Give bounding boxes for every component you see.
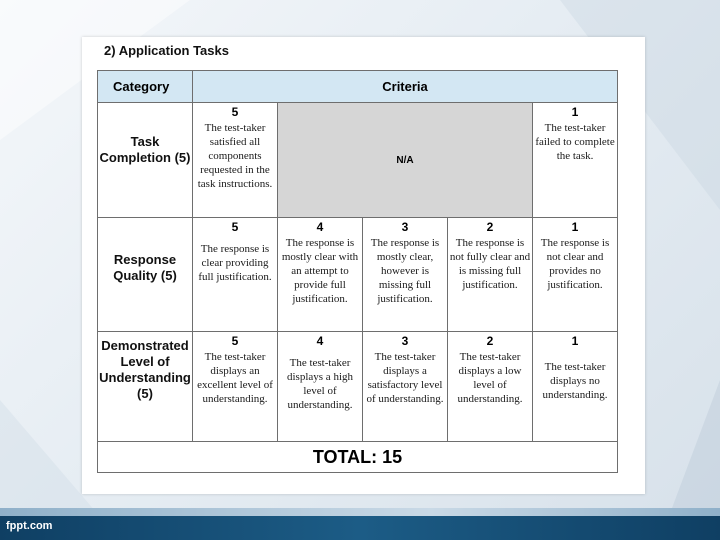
footer-brand: fppt.com (6, 520, 53, 532)
score-label: 1 (571, 105, 579, 119)
score-label: 2 (486, 220, 494, 234)
score-label: 1 (571, 334, 579, 348)
category-task-completion: Task Completion (5) (98, 103, 193, 218)
rubric-table (97, 70, 618, 473)
criteria-cell (363, 218, 448, 332)
rubric-document (82, 37, 645, 494)
rubric-row-task-completion (98, 103, 618, 218)
criteria-description: The test-taker satisfied all components requested in the task instructions. (197, 122, 273, 190)
criteria-cell (533, 103, 618, 218)
criteria-description: The response is mostly clear with an attempt to provide full justification. (281, 237, 359, 305)
rubric-row-understanding (98, 332, 618, 442)
score-label: 4 (316, 220, 324, 234)
total-score: TOTAL: 15 (98, 442, 618, 473)
header-criteria: Criteria (193, 71, 618, 103)
criteria-description: The response is not fully clear and is missing full justification. (449, 237, 531, 291)
score-label: 5 (231, 334, 239, 348)
score-label: 5 (231, 220, 239, 234)
criteria-cell (193, 218, 278, 332)
criteria-cell (533, 332, 618, 442)
criteria-cell (193, 103, 278, 218)
criteria-description: The test-taker displays a satisfactory level of understanding. (366, 351, 444, 405)
header-category: Category (98, 71, 193, 103)
rubric-row-response-quality (98, 218, 618, 332)
criteria-description: The response is mostly clear, however is missing full justification. (370, 237, 440, 305)
footer-bar (0, 516, 720, 540)
footer-stripe (0, 508, 720, 516)
criteria-cell (448, 332, 533, 442)
criteria-description: The test-taker failed to complete the task. (535, 122, 615, 162)
criteria-description: The response is clear providing full justification. (198, 243, 272, 283)
score-label: 3 (401, 220, 409, 234)
criteria-description: The test-taker displays a high level of understanding. (287, 357, 353, 411)
section-title: 2) Application Tasks (104, 43, 229, 58)
criteria-description: The response is not clear and provides no justification. (540, 237, 610, 291)
criteria-cell (533, 218, 618, 332)
criteria-cell (363, 332, 448, 442)
score-label: 3 (401, 334, 409, 348)
criteria-cell (193, 332, 278, 442)
criteria-cell (448, 218, 533, 332)
table-header-row (98, 71, 618, 103)
score-label: 5 (231, 105, 239, 119)
total-row (98, 442, 618, 473)
criteria-description: The test-taker displays no understanding. (542, 361, 608, 401)
score-label: 2 (486, 334, 494, 348)
not-applicable-cell: N/A (278, 103, 533, 218)
score-label: 1 (571, 220, 579, 234)
criteria-cell (278, 218, 363, 332)
category-response-quality: Response Quality (5) (98, 218, 193, 332)
criteria-description: The test-taker displays a low level of understanding. (457, 351, 523, 405)
category-understanding: Demonstrated Level of Understanding (5) (98, 332, 193, 442)
criteria-description: The test-taker displays an excellent level of understanding. (197, 351, 273, 405)
criteria-cell (278, 332, 363, 442)
score-label: 4 (316, 334, 324, 348)
